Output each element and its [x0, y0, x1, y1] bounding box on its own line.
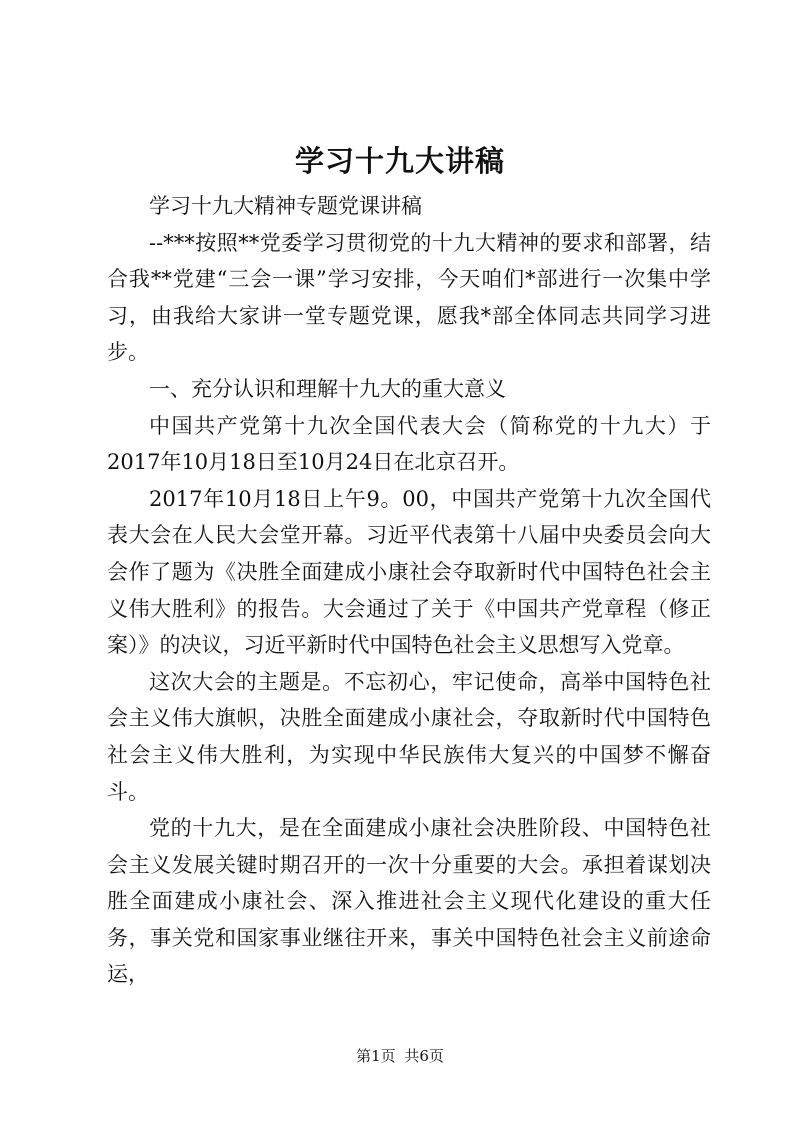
document-title: 学习十九大讲稿: [294, 144, 505, 178]
paragraph-intro: --***按照**党委学习贯彻党的十九大精神的要求和部署，结合我**党建“三会一课”学习安排，今天咱们*部进行一次集中学习，由我给大家讲一堂专题党课，愿我*部全体同志共同学习进步。: [107, 230, 711, 365]
document-body: [107, 188, 711, 993]
page-total: 共6页: [404, 1047, 444, 1065]
paragraph-opening: 2017年10月18日上午9。00，中国共产党第十九次全国代表大会在人民大会堂开幕。习近平代表第十八届中央委员会向大会作了题为《决胜全面建成小康社会夺取新时代中国特色社会主义伟大胜利》的报告。大会通过了关于《中国共产党章程（修正案）》的决议，习近平新时代中国特色社会主义思想写入党章。: [107, 486, 711, 658]
section-heading-1: 一、充分认识和理解十九大的重大意义: [149, 376, 506, 401]
page-number: 第1页: [356, 1047, 396, 1065]
paragraph-congress-dates: 中国共产党第十九次全国代表大会（简称党的十九大）于2017年10月18日至10月24日在北京召开。: [107, 413, 711, 475]
paragraph-theme: 这次大会的主题是。不忘初心，牢记使命，高举中国特色社会主义伟大旗帜，决胜全面建成小康社会，夺取新时代中国特色社会主义伟大胜利，为实现中华民族伟大复兴的中国梦不懈奋斗。: [107, 669, 711, 804]
page-footer: [0, 1046, 800, 1066]
paragraph-subtitle: 学习十九大精神专题党课讲稿: [149, 194, 422, 218]
paragraph-significance: 党的十九大，是在全面建成小康社会决胜阶段、中国特色社会主义发展关键时期召开的一次十分重要的大会。承担着谋划决胜全面建成小康社会、深入推进社会主义现代化建设的重大任务，事关党和国家事业继往开来，事关中国特色社会主义前途命运，: [107, 816, 711, 987]
